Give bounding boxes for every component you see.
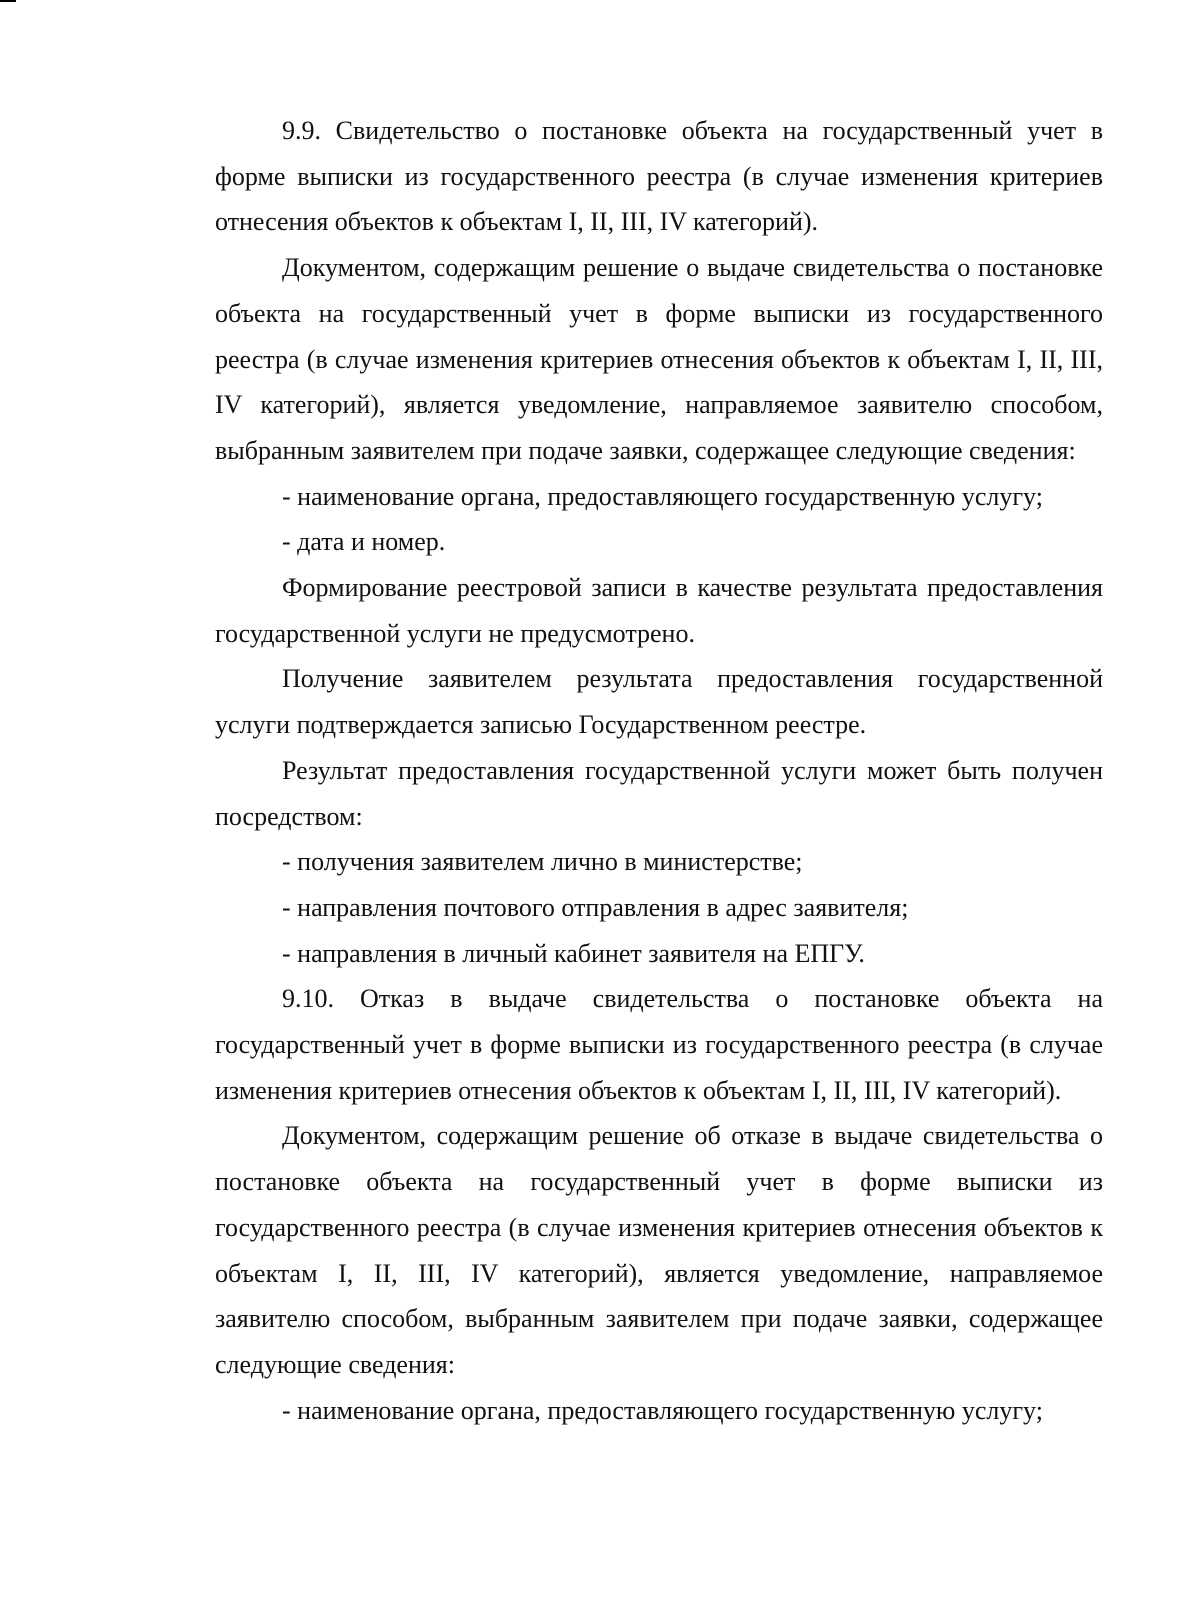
scan-corner-mark [0,0,16,2]
list-item-authority-name: - наименование органа, предоставляющего государственную услугу; [282,481,1043,511]
list-item-epgu-cabinet: - направления в личный кабинет заявителя на ЕПГУ. [282,938,865,968]
list-item-authority-name-2: - наименование органа, предоставляющего государственную услугу; [282,1395,1043,1425]
paragraph-receipt-confirmation: Получение заявителем результата предоставления государственной услуги подтверждается записью Государственном реестре. [215,664,1103,740]
list-item-date-number: - дата и номер. [282,527,446,557]
paragraph-result-methods: Результат предоставления государственной услуги может быть получен посредством: [215,755,1103,831]
paragraph-issue-decision: Документом, содержащим решение о выдаче свидетельства о постановке объекта на государственный учет в форме выписки из государственного реестра (в случае изменения критериев отнесения объектов к объектам I, II, III, IV категорий), является уведомление, направляемое заявителю способом, выбранным заявителем при подаче заявки, содержащее следующие сведения: [215,253,1103,465]
paragraph-registry-record: Формирование реестровой записи в качестве результата предоставления государственной услуги не предусмотрено. [215,573,1103,648]
paragraph-9-10-heading: 9.10. Отказ в выдаче свидетельства о постановке объекта на государственный учет в форме выписки из государственного реестра (в случае изменения критериев отнесения объектов к объектам I, II, III, IV категорий). [215,984,1103,1105]
paragraph-9-9-heading: 9.9. Свидетельство о постановке объекта на государственный учет в форме выписки из государственного реестра (в случае изменения критериев отнесения объектов к объектам I, II, III, IV категорий). [215,116,1103,237]
list-item-postal: - направления почтового отправления в адрес заявителя; [282,892,909,922]
list-item-in-person: - получения заявителем лично в министерстве; [282,847,803,877]
paragraph-refusal-decision: Документом, содержащим решение об отказе в выдаче свидетельства о постановке объекта на государственный учет в форме выписки из государственного реестра (в случае изменения критериев отнесения объектов к объектам I, II, III, IV категорий), является уведомление, направляемое заявителю способом, выбранным заявителем при подаче заявки, содержащее следующие сведения: [215,1121,1103,1379]
document-page [215,108,1103,1433]
